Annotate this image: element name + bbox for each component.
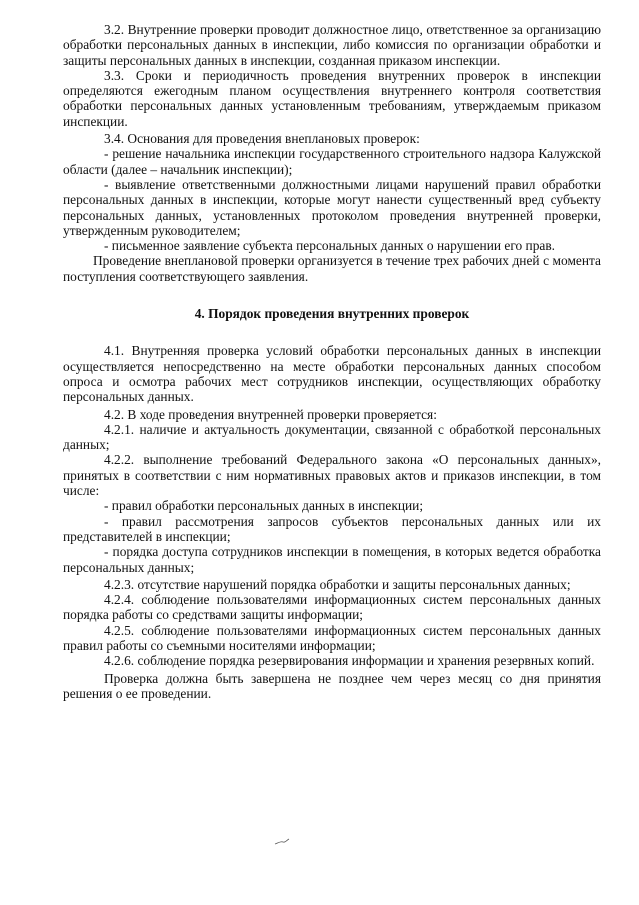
list-item-4-2-2-c: - порядка доступа сотрудников инспекции в помещения, в которых ведется обработка персональных данных; [63,544,601,575]
paragraph-4-2: 4.2. В ходе проведения внутренней проверки проверяется: [104,406,437,422]
paragraph-4-2-4: 4.2.4. соблюдение пользователями информационных систем персональных данных порядка работы со средствами защиты информации; [63,592,601,623]
paragraph-3-4: 3.4. Основания для проведения внеплановых проверок: [104,131,420,147]
list-item-4-2-2-b: - правил рассмотрения запросов субъектов персональных данных или их представителей в инспекции; [63,513,601,544]
paragraph-4-2-2: 4.2.2. выполнение требований Федерального закона «О персональных данных», принятых в соответствии с ним нормативных правовых актов и приказов инспекции, в том числе: [63,452,601,499]
document-body [63,22,601,701]
list-item-3-4-a: - решение начальника инспекции государственного строительного надзора Калужской области (далее – начальник инспекции); [63,146,601,177]
paragraph-4-2-3: 4.2.3. отсутствие нарушений порядка обработки и защиты персональных данных; [104,576,571,592]
list-item-3-4-b: - выявление ответственными должностными лицами нарушений правил обработки персональных данных в инспекции, которые могут нанести существенный вред субъекту персональных данных, установленных протоколом проведения внутренней проверки, утвержденным руководителем; [63,176,601,238]
paragraph-4-1: 4.1. Внутренняя проверка условий обработки персональных данных в инспекции осуществляется непосредственно на месте обработки персональных данных способом опроса и осмотра рабочих мест сотрудников инспекции, осуществляющих обработку персональных данных. [63,343,601,405]
paragraph-3-2: 3.2. Внутренние проверки проводит должностное лицо, ответственное за организацию обработки персональных данных в инспекции, либо комиссия по организации обработки и защиты персональных данных в инспекции, созданная приказом инспекции. [63,22,601,68]
paragraph-deadline: Проверка должна быть завершена не позднее чем через месяц со дня принятия решения о ее проведении. [63,670,601,701]
list-item-3-4-c: - письменное заявление субъекта персональных данных о нарушении его прав. [104,238,556,254]
pen-mark [274,838,290,846]
paragraph-4-2-5: 4.2.5. соблюдение пользователями информационных систем персональных данных правил работы со съемными носителями информации; [63,622,601,653]
paragraph-unplanned-check: Проведение внеплановой проверки организуется в течение трех рабочих дней с момента поступления соответствующего заявления. [63,253,601,284]
paragraph-4-2-1: 4.2.1. наличие и актуальность документации, связанной с обработкой персональных данных; [63,421,601,453]
section-heading: 4. Порядок проведения внутренних проверок [194,306,470,322]
paragraph-3-3: 3.3. Сроки и периодичность проведения внутренних проверок в инспекции определяются ежегодным планом осуществления внутреннего контроля соответствия обработки персональных данных установленным требованиям, утверждаемым приказом инспекции. [63,67,601,129]
paragraph-4-2-6: 4.2.6. соблюдение порядка резервирования информации и хранения резервных копий. [104,653,595,669]
list-item-4-2-2-a: - правил обработки персональных данных в инспекции; [104,498,424,514]
